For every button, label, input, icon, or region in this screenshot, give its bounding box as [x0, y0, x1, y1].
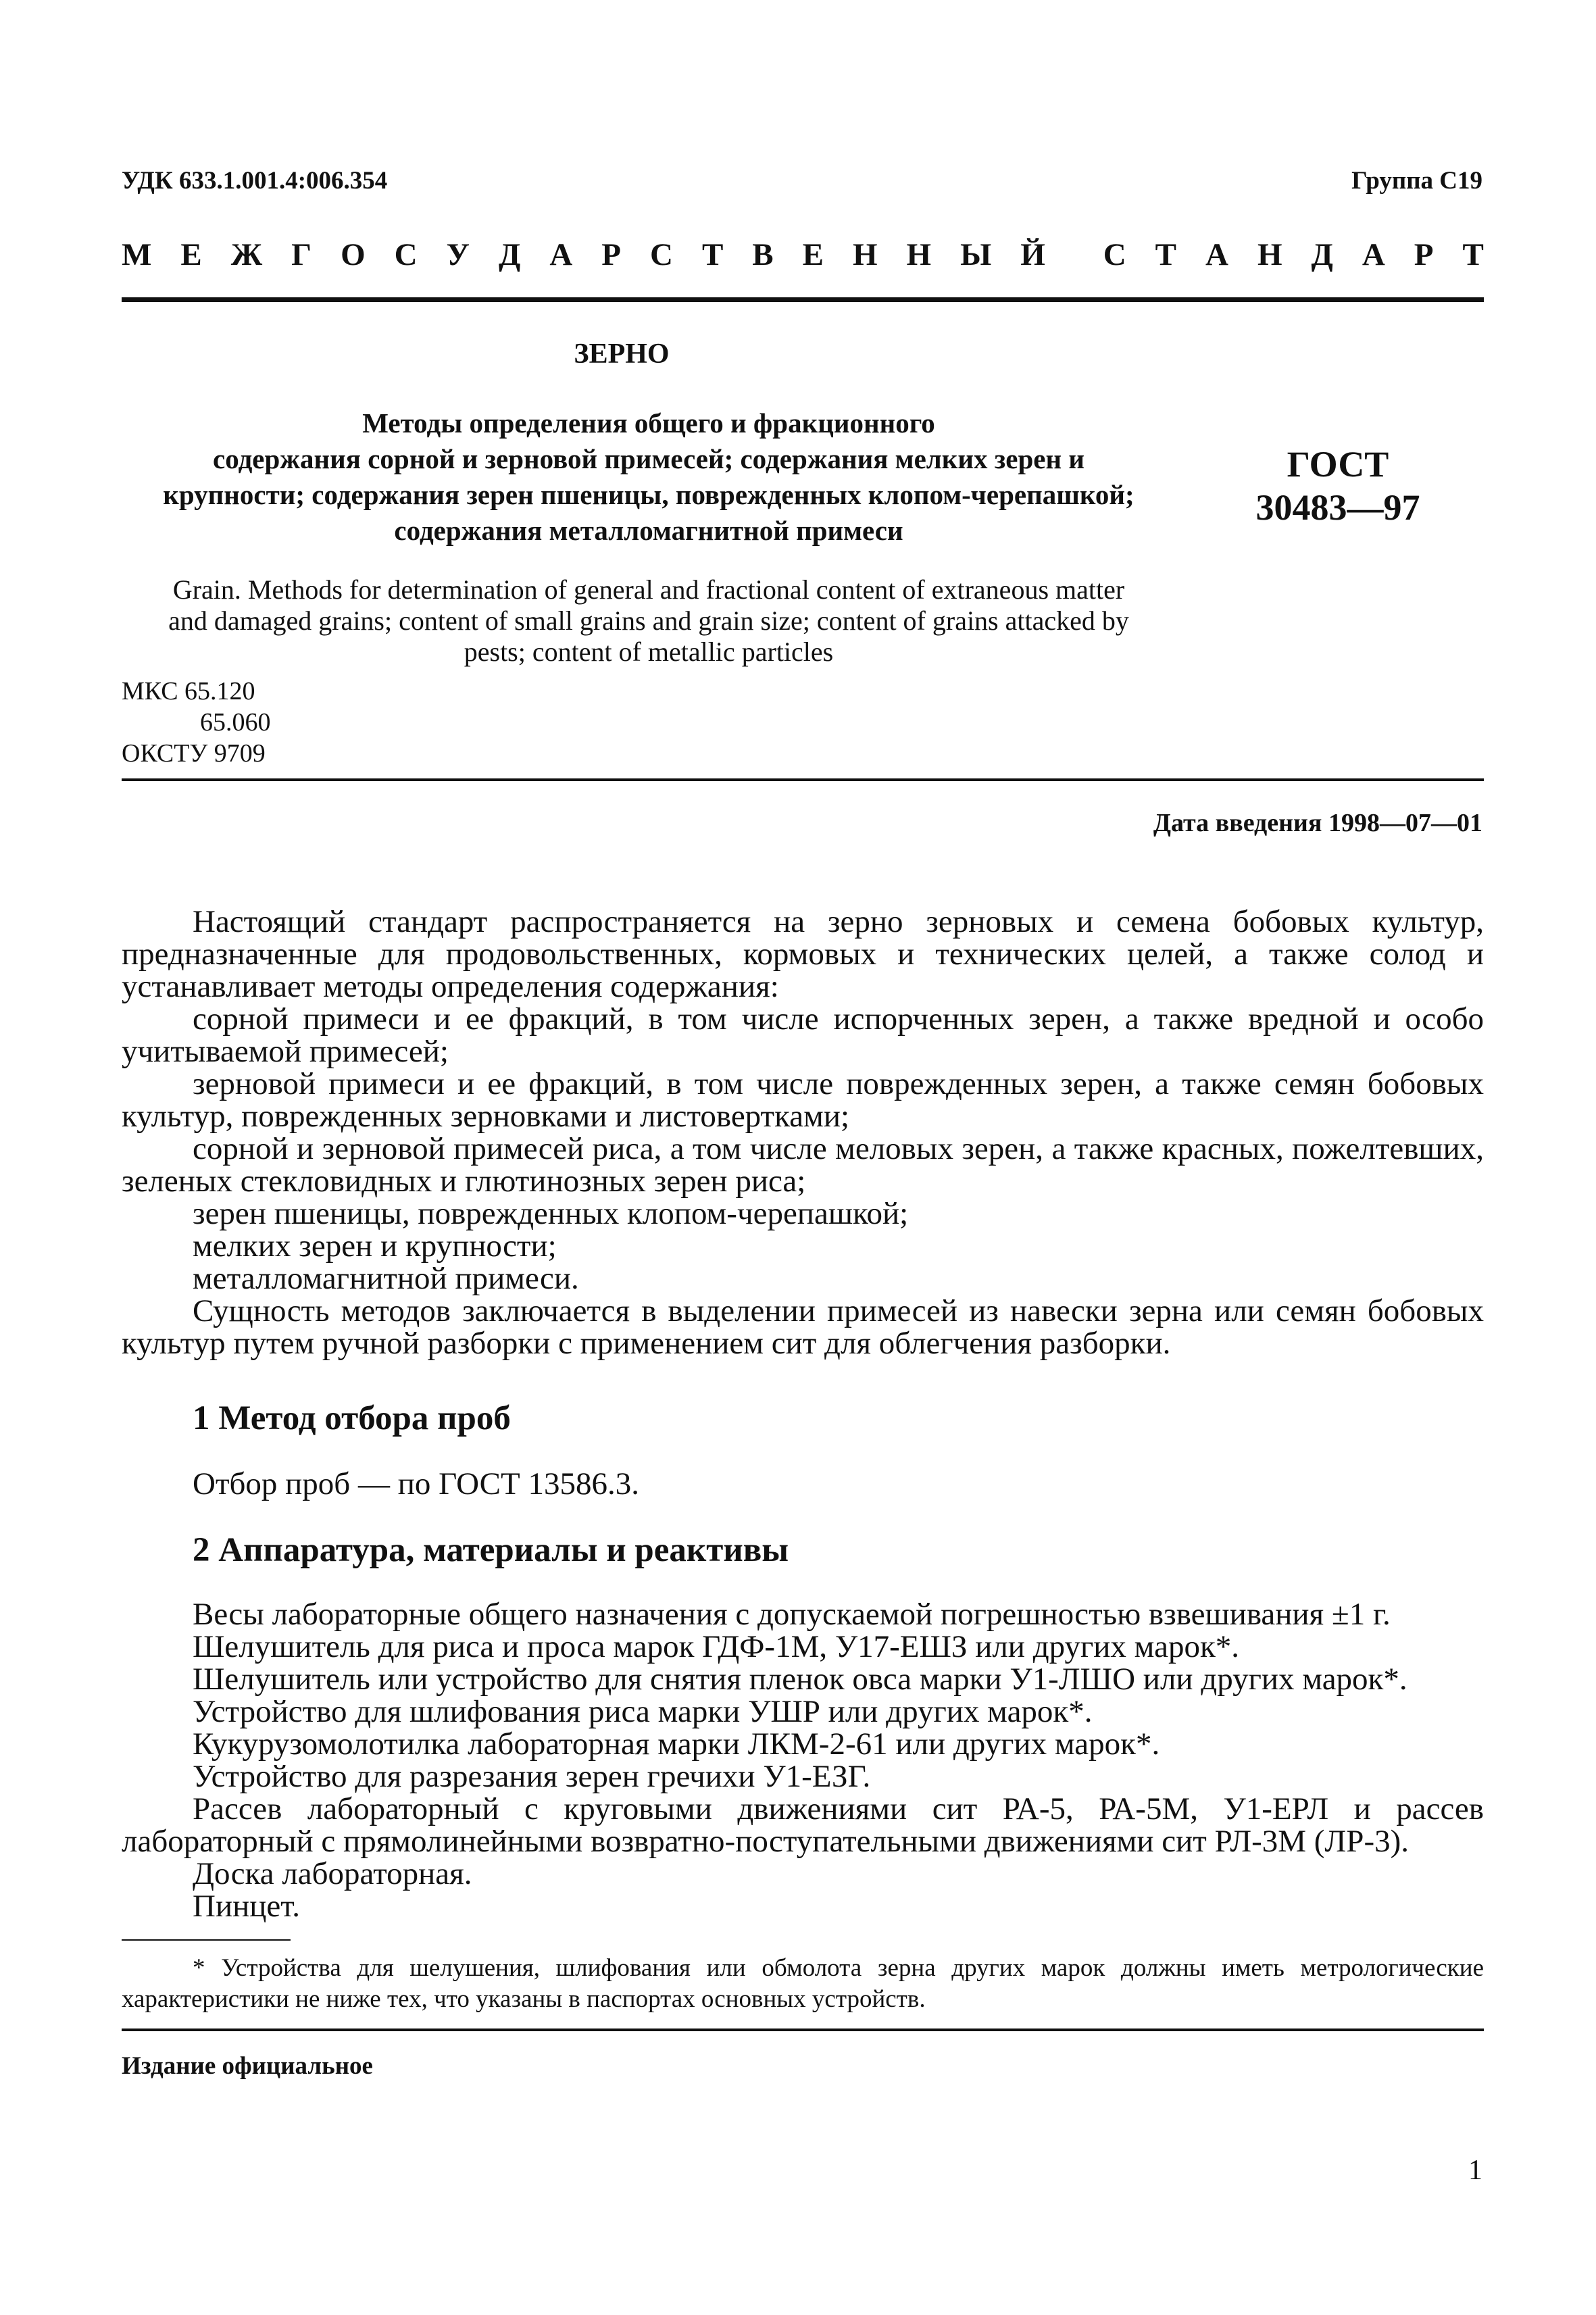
english-title-line: pests; content of metallic particles — [464, 637, 834, 667]
document-subtitle — [122, 405, 1176, 549]
equipment-item: Пинцет. — [193, 1889, 301, 1924]
subtitle-line: крупности; содержания зерен пшеницы, поврежденных клопом-черепашкой; — [163, 479, 1134, 510]
equipment-item: Доска лабораторная. — [193, 1856, 472, 1891]
section-1-text: Отбор проб — по ГОСТ 13586.3. — [193, 1466, 639, 1501]
banner-letter: Ы — [960, 237, 992, 272]
mks-code-1: МКС 65.120 — [122, 677, 255, 705]
banner-letter: С — [1103, 237, 1126, 272]
banner-letter: Н — [906, 237, 932, 272]
equipment-item: Устройство для шлифования риса марки УШР или других марок*. — [193, 1694, 1093, 1729]
banner-letter: С — [394, 237, 418, 272]
intro-paragraph: металломагнитной примеси. — [193, 1261, 579, 1296]
intro-paragraph: сорной и зерновой примесей риса, а том числе меловых зерен, а также красных, пожелтевших, зеленых стекловидных и глютинозных зерен риса; — [122, 1131, 1484, 1199]
subtitle-line: содержания сорной и зерновой примесей; содержания мелких зерен и — [213, 443, 1084, 474]
banner-letter: Г — [291, 237, 312, 272]
gost-number: 30483—97 — [1255, 487, 1420, 528]
banner-letter: Д — [1311, 237, 1333, 272]
intro-paragraph: зерновой примеси и ее фракций, в том числе поврежденных зерен, а также семян бобовых культур, поврежденных зерновками и листовертками; — [122, 1066, 1484, 1134]
banner-letter: Е — [180, 237, 202, 272]
equipment-item: Шелушитель для риса и проса марок ГДФ-1М, У17-ЕШЗ или других марок*. — [193, 1629, 1240, 1664]
banner-letter: А — [549, 237, 573, 272]
effective-date: Дата введения 1998—07—01 — [1153, 809, 1482, 837]
header-rule — [122, 297, 1484, 302]
banner-letter: Т — [1462, 237, 1484, 272]
banner-letter: А — [1362, 237, 1385, 272]
banner-letter: Й — [1020, 237, 1045, 272]
equipment-item: Весы лабораторные общего назначения с допускаемой погрешностью взвешивания ±1 г. — [193, 1597, 1391, 1632]
equipment-item: Устройство для разрезания зерен гречихи У1-ЕЗГ. — [193, 1759, 871, 1794]
intro-paragraph: Настоящий стандарт распространяется на зерно зерновых и семена бобовых культур, предназначенные для продовольственных, кормовых и технических целей, а также солод и устанавливает методы определения содержания: — [122, 904, 1484, 1004]
banner-letter: Т — [1155, 237, 1177, 272]
footnote — [122, 1953, 1484, 2015]
english-title-line: and damaged grains; content of small grains and grain size; content of grains attacked by — [168, 605, 1129, 636]
banner-letter: Е — [802, 237, 824, 272]
equipment-list — [122, 1598, 1484, 1922]
interstate-standard-banner — [122, 237, 1484, 273]
document-title: ЗЕРНО — [574, 339, 670, 370]
subtitle-line: Методы определения общего и фракционного — [362, 407, 935, 439]
udk-code: УДК 633.1.001.4:006.354 — [122, 167, 388, 195]
footnote-separator — [122, 1939, 291, 1941]
section-2-heading: 2 Аппаратура, материалы и реактивы — [193, 1531, 789, 1569]
subtitle-line: содержания металломагнитной примеси — [394, 515, 903, 546]
footer-rule — [122, 2028, 1484, 2031]
equipment-item: Кукурузомолотилка лабораторная марки ЛКМ-2-61 или других марок*. — [193, 1726, 1160, 1762]
gost-label: ГОСТ — [1287, 444, 1389, 484]
footnote-text: * Устройства для шелушения, шлифования или обмолота зерна других марок должны иметь метрологические характеристики не ниже тех, что указаны в паспортах основных устройств. — [122, 1954, 1484, 2013]
gost-designation — [1237, 443, 1439, 529]
banner-letter: В — [752, 237, 774, 272]
banner-letter: О — [341, 237, 366, 272]
banner-letter: Н — [852, 237, 878, 272]
intro-paragraph: зерен пшеницы, поврежденных клопом-черепашкой; — [193, 1196, 909, 1231]
english-title — [122, 574, 1176, 668]
intro-paragraph: мелких зерен и крупности; — [193, 1228, 557, 1264]
equipment-item: Шелушитель или устройство для снятия пленок овса марки У1-ЛШО или других марок*. — [193, 1662, 1407, 1697]
banner-letter: Р — [1414, 237, 1434, 272]
group-code: Группа С19 — [1351, 167, 1482, 195]
banner-letter: С — [650, 237, 673, 272]
section-1-heading: 1 Метод отбора проб — [193, 1399, 511, 1437]
banner-letter: Д — [499, 237, 521, 272]
codes-rule — [122, 778, 1484, 781]
mks-code-2: 65.060 — [200, 708, 271, 737]
intro-paragraph: сорной примеси и ее фракций, в том числе испорченных зерен, а также вредной и особо учитываемой примесей; — [122, 1001, 1484, 1069]
intro-paragraph: Сущность методов заключается в выделении примесей из навески зерна или семян бобовых культур путем ручной разборки с применением сит для облегчения разборки. — [122, 1293, 1484, 1361]
intro-section — [122, 905, 1484, 1360]
banner-letter: Т — [701, 237, 724, 272]
english-title-line: Grain. Methods for determination of general and fractional content of extraneous matter — [172, 574, 1125, 605]
okstu-code: ОКСТУ 9709 — [122, 739, 266, 768]
banner-letter: Р — [601, 237, 622, 272]
banner-letter: А — [1205, 237, 1228, 272]
official-edition-label: Издание официальное — [122, 2052, 373, 2080]
banner-letter: Н — [1257, 237, 1282, 272]
banner-letter: М — [122, 237, 152, 272]
banner-letter: Ж — [230, 237, 263, 272]
equipment-item: Рассев лабораторный с круговыми движениями сит РА-5, РА-5М, У1-ЕРЛ и рассев лабораторный с прямолинейными возвратно-поступательными движениями сит РЛ-3М (ЛР-3). — [122, 1791, 1484, 1859]
page-number: 1 — [1468, 2155, 1482, 2186]
banner-letter: У — [446, 237, 470, 272]
